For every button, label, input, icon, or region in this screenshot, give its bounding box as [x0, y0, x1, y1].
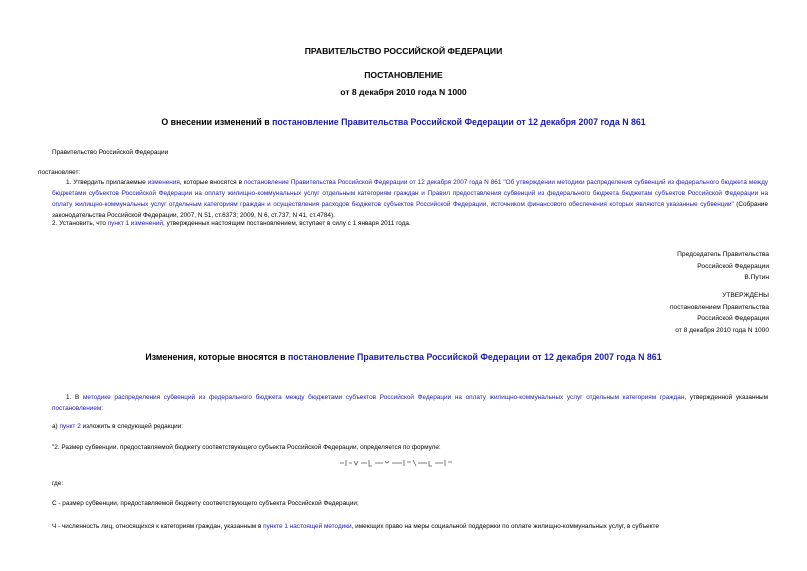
approved-block	[670, 290, 769, 336]
changes-title-prefix: Изменения, которые вносятся в	[145, 352, 288, 362]
title-prefix: О внесении изменений в	[161, 117, 273, 127]
change-1-start: 1. В	[66, 394, 83, 401]
signature-line-2: Российской Федерации	[697, 262, 769, 270]
definition-ch-symbol: Ч	[52, 523, 57, 530]
change-1-end: :	[101, 405, 104, 412]
item-1-link-resolution[interactable]: постановление Правительства Российской Федерации от 12 декабря 2007 года N 861 "Об утверждении методики распределения субвенций из федерального бюджета между бюджетами субъектов Российской Федерации на оплату жилищно-коммунальных услуг отдельным категориям граждан и Правил предоставления субвенций из федерального бюджета бюджетам субъектов Российской Федерации на оплату жилищно-коммунальных услуг отдельным категориям граждан и осуществления расходов бюджетов субъектов Российской Федерации, источником финансового обеспечения которых являются указанные субвенции"	[52, 179, 769, 208]
header-date-number: от 8 декабря 2010 года N 1000	[340, 87, 467, 97]
approved-line-3: Российской Федерации	[697, 315, 769, 322]
sub-a-link[interactable]: пункт 2	[59, 423, 81, 430]
change-1-mid: , утвержденной указанным	[684, 394, 768, 401]
formula-image	[338, 457, 454, 469]
change-1-link-resolution[interactable]: постановлением	[52, 405, 102, 412]
definition-c	[52, 498, 359, 509]
definition-ch-link[interactable]: пункте 1 настоящей методики	[263, 523, 352, 530]
approved-line-2: постановлением Правительства	[669, 303, 769, 311]
header-government: ПРАВИТЕЛЬСТВО РОССИЙСКОЙ ФЕДЕРАЦИИ	[304, 46, 503, 56]
approved-line-4: от 8 декабря 2010 года N 1000	[675, 326, 769, 334]
definition-ch-text: - численность лиц, относящихся к категориям граждан, указанным в	[56, 523, 264, 530]
resolves-text: постановляет:	[38, 169, 81, 176]
change-1	[52, 392, 768, 414]
item-2-end: , утвержденных настоящим постановлением, вступает в силу с 1 января 2011 года.	[163, 220, 411, 227]
item-2	[52, 218, 768, 229]
changes-title-link[interactable]: постановление Правительства Российской Федерации от 12 декабря 2007 года N 861	[287, 352, 662, 362]
signature-line-3: В.Путин	[744, 274, 769, 281]
intro-text: Правительство Российской Федерации	[52, 149, 169, 156]
change-1-link-methodology[interactable]: методике распределения субвенций из федерального бюджета между бюджетами субъектов Российской Федерации на оплату жилищно-коммунальных услуг отдельным категориям граждан	[83, 394, 685, 401]
signature-block	[677, 249, 769, 284]
item-1-link-changes[interactable]: изменения	[147, 179, 180, 186]
title-link[interactable]: постановление Правительства Российской Федерации от 12 декабря 2007 года N 861	[272, 117, 646, 127]
sub-a-end: изложить в следующей редакции:	[80, 423, 184, 430]
header-doc-type: ПОСТАНОВЛЕНИЕ	[364, 70, 443, 80]
definition-c-text: - размер субвенции, предоставляемой бюджету соответствующего субъекта Российской Федерации;	[56, 500, 359, 507]
definition-ch	[52, 521, 768, 532]
item-1-mid: , которые вносятся в	[179, 179, 244, 186]
changes-title	[0, 352, 807, 362]
signature-line-1: Председатель Правительства	[677, 251, 769, 258]
sub-a	[52, 421, 183, 432]
quote-point-2: "2. Размер субвенции, предоставляемой бюджету соответствующего субъекта Российской Федерации, определяется по формуле:	[52, 444, 441, 451]
definition-c-symbol: С	[52, 500, 57, 507]
item-1	[52, 177, 768, 221]
definition-ch-end: , имеющих право на меры социальной поддержки по оплате жилищно-коммунальных услуг, в субъекте	[351, 523, 659, 530]
item-2-link[interactable]: пункт 1 изменений	[107, 220, 164, 227]
sub-a-prefix: а)	[52, 423, 60, 430]
approved-line-1: УТВЕРЖДЕНЫ	[722, 292, 769, 299]
item-1-start: 1. Утвердить прилагаемые	[66, 179, 148, 186]
where-text: где:	[52, 480, 64, 487]
item-2-start: 2. Установить, что	[52, 220, 108, 227]
document-title	[0, 117, 807, 127]
item-1-end: (Собрание законодательства Российской Федерации, 2007, N 51, ст.6373; 2009, N 6, ст.737; N 41, ст.4784).	[52, 201, 768, 219]
